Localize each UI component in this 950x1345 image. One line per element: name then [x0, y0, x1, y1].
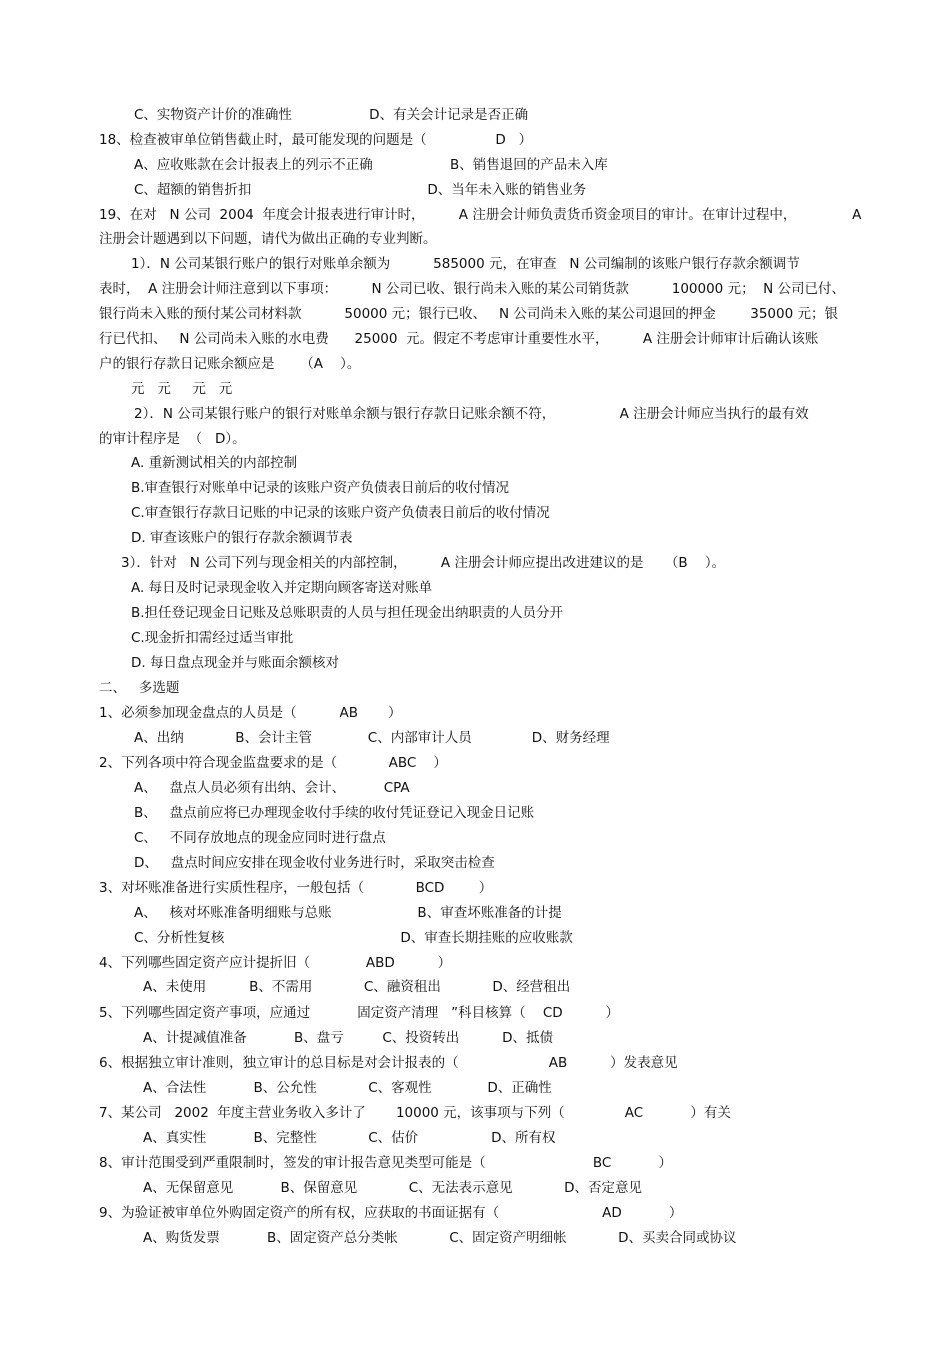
option-line: C.审查银行存款日记账的中记录的该账户资产负债表日前后的收付情况 — [131, 505, 550, 521]
text-line: 元 元 元 元 — [131, 381, 233, 397]
option-line: D、 盘点时间应安排在现金收付业务进行时，采取突击检查 — [134, 855, 495, 871]
option-line: A. 重新测试相关的内部控制 — [131, 455, 298, 471]
option-line: B.审查银行对账单中记录的该账户资产负债表日前后的收付情况 — [131, 480, 510, 496]
option-line: A、购货发票 B、固定资产总分类帐 C、固定资产明细帐 D、买卖合同或协议 — [143, 1230, 737, 1246]
option-line: A、 核对坏账准备明细账与总账 B、审查坏账准备的计提 — [134, 905, 562, 921]
question-5: 5、下列哪些固定资产事项，应通过 固定资产清理 ”科目核算（ CD ） — [99, 1005, 620, 1021]
option-line: A、无保留意见 B、保留意见 C、无法表示意见 D、否定意见 — [143, 1180, 643, 1196]
option-line: D. 每日盘点现金并与账面余额核对 — [131, 655, 339, 671]
option-line: A、出纳 B、会计主管 C、内部审计人员 D、财务经理 — [134, 730, 610, 746]
question-1: 1、必须参加现金盘点的人员是（ AB ） — [99, 705, 402, 721]
question-9: 9、为验证被审单位外购固定资产的所有权，应获取的书面证据有（ AD ） — [99, 1205, 683, 1221]
question-7: 7、某公司 2002 年度主营业务收入多计了 10000 元，该事项与下列（ AC ）有关 — [99, 1105, 731, 1121]
text-line: 户的银行存款日记账余额应是 （A ）。 — [99, 356, 361, 372]
option-line: D. 审查该账户的银行存款余额调节表 — [131, 530, 353, 546]
option-line: A、真实性 B、完整性 C、估价 D、所有权 — [143, 1130, 556, 1146]
question-2: 2、下列各项中符合现金监盘要求的是（ ABC ） — [99, 755, 447, 771]
sub-question-1: 1）．N 公司某银行账户的银行对账单余额为 585000 元，在审查 N 公司编制的该账户银行存款余额调节 — [131, 256, 800, 272]
option-line: B、 盘点前应将已办理现金收付手续的收付凭证登记入现金日记账 — [134, 805, 535, 821]
option-line: B.担任登记现金日记账及总账职责的人员与担任现金出纳职责的人员分开 — [131, 605, 564, 621]
option-line: C、分析性复核 D、审查长期挂账的应收账款 — [134, 930, 573, 946]
option-line: A、应收账款在会计报表上的列示不正确 B、销售退回的产品未入库 — [134, 157, 608, 173]
text-line: C、实物资产计价的准确性 D、有关会计记录是否正确 — [134, 107, 529, 123]
question-6: 6、根据独立审计准则，独立审计的总目标是对会计报表的（ AB ）发表意见 — [99, 1055, 678, 1071]
text-line: 银行尚未入账的预付某公司材料款 50000 元；银行已收、 N 公司尚未入账的某公司退回的押金 35000 元；银 — [99, 306, 838, 322]
sub-question-3: 3）．针对 N 公司下列与现金相关的内部控制， A 注册会计师应提出改进建议的是 （B ）。 — [121, 555, 726, 571]
question-4: 4、下列哪些固定资产应计提折旧（ ABD ） — [99, 955, 452, 971]
option-line: A、 盘点人员必须有出纳、会计、 CPA — [134, 780, 410, 796]
text-line: 行已代扣、 N 公司尚未入账的水电费 25000 元。假定不考虑审计重要性水平， A 注册会计师审计后确认该账 — [99, 331, 819, 347]
question-3: 3、对坏账准备进行实质性程序，一般包括（ BCD ） — [99, 880, 493, 896]
option-line: C、 不同存放地点的现金应同时进行盘点 — [134, 830, 386, 846]
text-line: 注册会计题遇到以下问题，请代为做出正确的专业判断。 — [99, 231, 437, 247]
option-line: A、合法性 B、公允性 C、客观性 D、正确性 — [143, 1080, 552, 1096]
option-line: A. 每日及时记录现金收入并定期向顾客寄送对账单 — [131, 580, 433, 596]
option-line: A、计提减值准备 B、盘亏 C、投资转出 D、抵债 — [143, 1030, 554, 1046]
section-heading: 二、 多选题 — [99, 680, 180, 696]
option-line: C、超额的销售折扣 D、当年未入账的销售业务 — [134, 182, 587, 198]
option-line: C.现金折扣需经过适当审批 — [131, 630, 294, 646]
question-8: 8、审计范围受到严重限制时，签发的审计报告意见类型可能是（ BC ） — [99, 1155, 673, 1171]
question-18: 18、检查被审单位销售截止时，最可能发现的问题是（ D ） — [99, 132, 533, 148]
text-line: 表时， A 注册会计师注意到以下事项： N 公司已收、银行尚未入账的某公司销货款 100000 元； N 公司已付、 — [99, 281, 846, 297]
text-line: 的审计程序是 （ D）。 — [99, 431, 246, 447]
question-19: 19、在对 N 公司 2004 年度会计报表进行审计时， A 注册会计师负责货币资金项目的审计。在审计过程中， A — [99, 207, 862, 223]
sub-question-2: 2）．N 公司某银行账户的银行对账单余额与银行存款日记账余额不符， A 注册会计师应当执行的最有效 — [134, 406, 809, 422]
option-line: A、未使用 B、不需用 C、融资租出 D、经营租出 — [143, 979, 571, 995]
